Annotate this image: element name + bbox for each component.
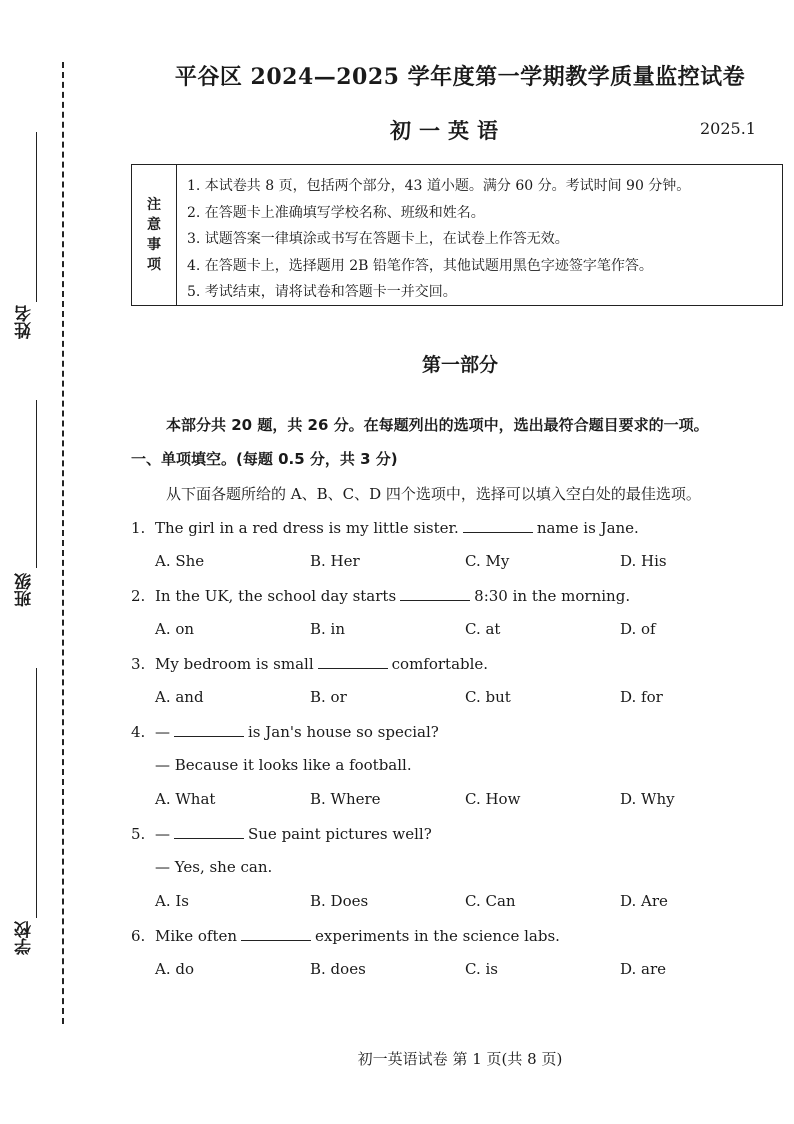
question-text: comfortable. [391, 655, 489, 673]
section-instruction: 从下面各题所给的 A、B、C、D 四个选项中，选择可以填入空白处的最佳选项。 [166, 485, 701, 503]
option-b: B. Where [310, 790, 381, 808]
option-a: A. Is [155, 892, 189, 910]
school-field-line [36, 668, 37, 918]
option-d: D. Are [620, 892, 668, 910]
option-b: B. Her [310, 552, 360, 570]
part-instruction: 本部分共 20 题，共 26 分。在每题列出的选项中，选出最符合题目要求的一项。 [166, 416, 709, 434]
option-d: D. His [620, 552, 667, 570]
question-number: 2. [131, 587, 146, 605]
option-a: A. What [155, 790, 216, 808]
answer-blank [463, 518, 533, 533]
name-field-line [36, 132, 37, 302]
answer-blank [174, 824, 244, 839]
question-5 [131, 824, 432, 843]
question-4 [131, 722, 439, 741]
option-c: C. My [465, 552, 510, 570]
question-2 [131, 586, 630, 605]
class-field-line [36, 400, 37, 568]
question-number: 4. [131, 723, 146, 741]
question-text: — [155, 825, 170, 843]
notice-item: 5. 考试结束，请将试卷和答题卡一并交回。 [187, 284, 457, 300]
question-text: — [155, 723, 170, 741]
notice-heading-char: 注 [147, 197, 161, 213]
answer-blank [318, 654, 388, 669]
answer-blank [400, 586, 470, 601]
option-c: C. How [465, 790, 521, 808]
notice-heading-char: 事 [147, 237, 161, 253]
dialogue-reply: — Because it looks like a football. [155, 756, 412, 774]
school-field-label: 学校 [15, 921, 35, 955]
option-c: C. but [465, 688, 511, 706]
notice-item: 1. 本试卷共 8 页，包括两个部分，43 道小题。满分 60 分。考试时间 90 分钟。 [187, 178, 691, 194]
part-title: 第一部分 [421, 354, 498, 376]
option-b: B. in [310, 620, 346, 638]
question-text: Mike often [155, 927, 238, 945]
option-a: A. and [155, 688, 204, 706]
question-text: Sue paint pictures well? [248, 825, 432, 843]
answer-blank [241, 926, 311, 941]
question-number: 3. [131, 655, 146, 673]
question-number: 1. [131, 519, 146, 537]
question-text: The girl in a red dress is my little sister. [155, 519, 459, 537]
binding-dashed-line [62, 62, 64, 1024]
name-field-label: 姓名 [15, 305, 35, 339]
option-c: C. at [465, 620, 501, 638]
notice-item: 3. 试题答案一律填涂或书写在答题卡上，在试卷上作答无效。 [187, 231, 569, 247]
dialogue-reply: — Yes, she can. [155, 858, 273, 876]
notice-heading-char: 项 [147, 257, 161, 273]
question-text: In the UK, the school day starts [155, 587, 397, 605]
question-3 [131, 654, 488, 673]
question-number: 6. [131, 927, 146, 945]
option-a: A. She [155, 552, 205, 570]
option-c: C. is [465, 960, 498, 978]
exam-date: 2025.1 [700, 119, 756, 138]
option-a: A. on [155, 620, 195, 638]
option-d: D. for [620, 688, 663, 706]
question-text: is Jan's house so special? [248, 723, 439, 741]
option-c: C. Can [465, 892, 516, 910]
notice-heading-char: 意 [147, 217, 161, 233]
option-d: D. are [620, 960, 667, 978]
option-b: B. Does [310, 892, 369, 910]
notice-item: 2. 在答题卡上准确填写学校名称、班级和姓名。 [187, 204, 485, 221]
question-text: My bedroom is small [155, 655, 314, 673]
question-1 [131, 518, 639, 537]
class-field-label: 班级 [15, 573, 35, 607]
option-d: D. of [620, 620, 656, 638]
notice-list [177, 165, 690, 305]
page-footer: 初一英语试卷 第 1 页(共 8 页) [357, 1050, 563, 1068]
question-number: 5. [131, 825, 146, 843]
answer-blank [174, 722, 244, 737]
option-d: D. Why [620, 790, 675, 808]
notice-item: 4. 在答题卡上，选择题用 2B 铅笔作答，其他试题用黑色字迹签字笔作答。 [187, 257, 653, 274]
exam-subject: 初一英语 [390, 118, 506, 143]
option-b: B. or [310, 688, 347, 706]
section-title: 一、单项填空。(每题 0.5 分，共 3 分) [131, 450, 398, 468]
notice-box [131, 164, 783, 306]
exam-title: 平谷区 2024—2025 学年度第一学期教学质量监控试卷 [174, 64, 746, 90]
notice-heading [132, 165, 177, 305]
option-a: A. do [155, 960, 195, 978]
question-text: 8:30 in the morning. [474, 587, 631, 605]
question-6 [131, 926, 560, 945]
option-b: B. does [310, 960, 366, 978]
question-text: name is Jane. [536, 519, 639, 537]
question-text: experiments in the science labs. [315, 927, 560, 945]
